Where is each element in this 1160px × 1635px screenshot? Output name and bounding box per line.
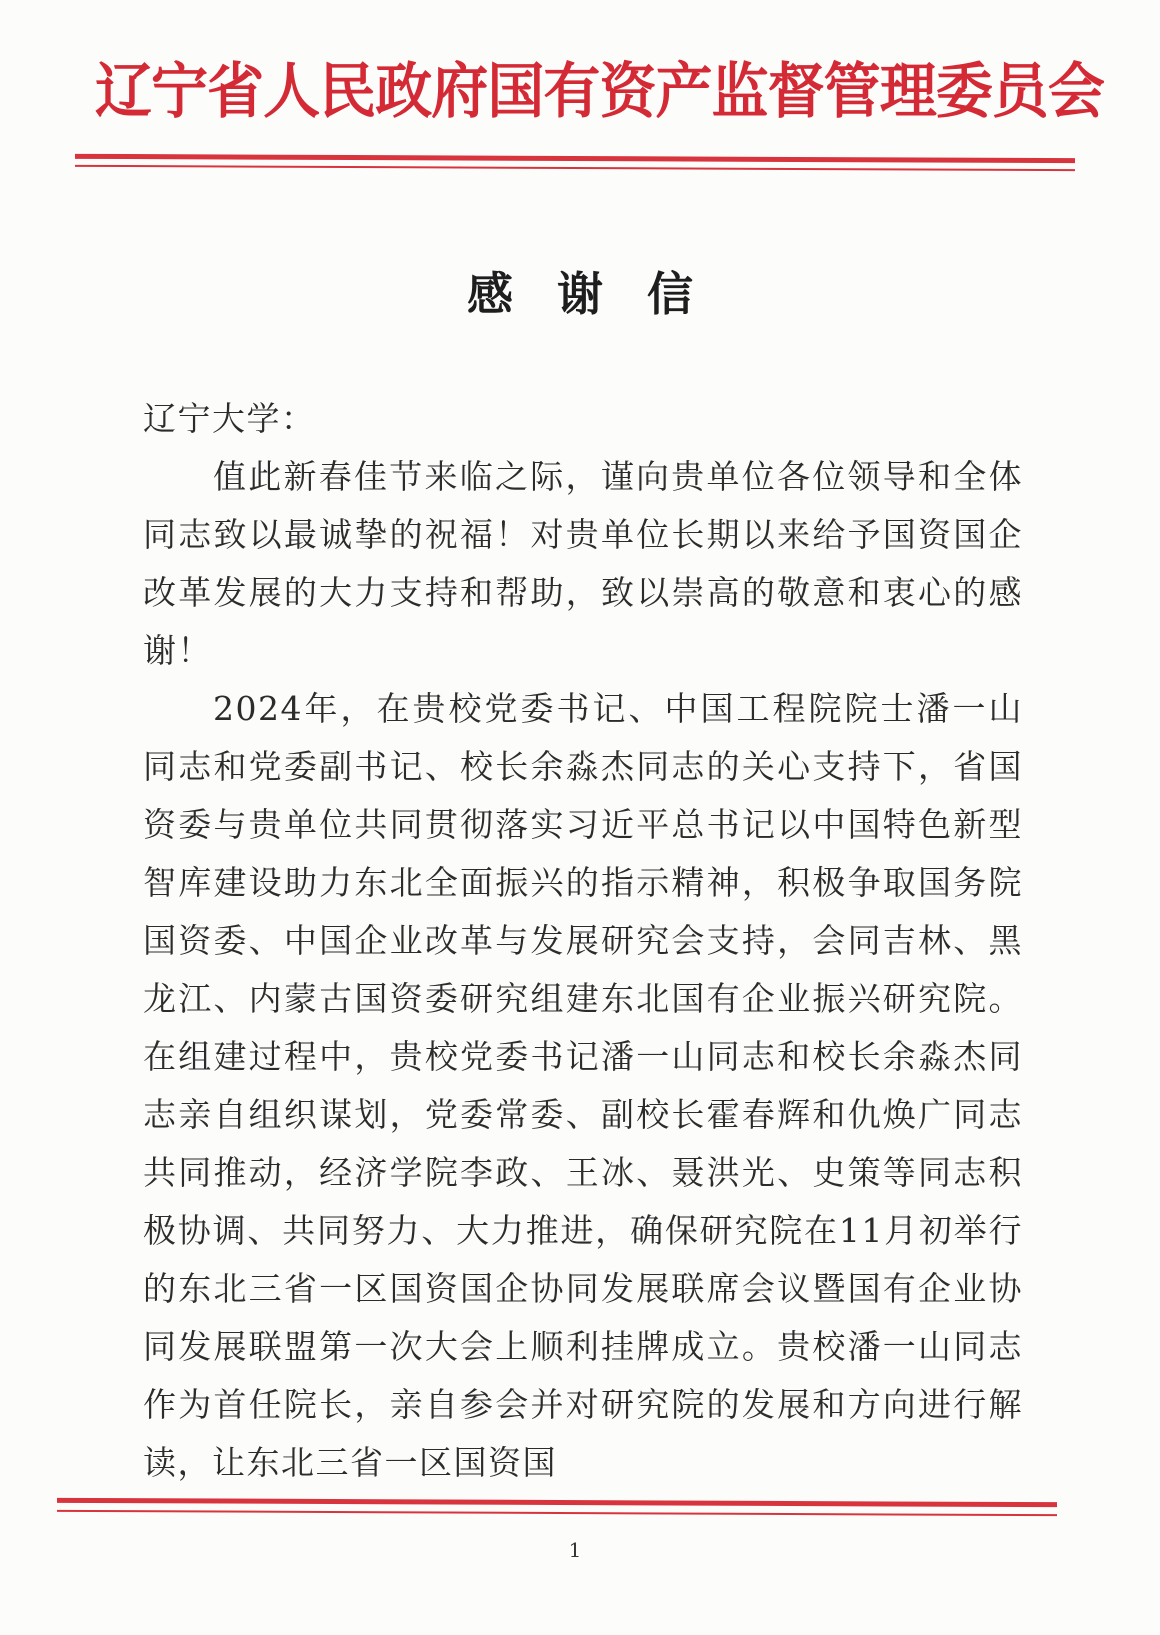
letter-body (143, 390, 1023, 1492)
header-rule-thin (75, 165, 1075, 171)
footer-rule-thick (57, 1498, 1057, 1507)
letterhead-title: 辽宁省人民政府国有资产监督管理委员会 (95, 57, 1104, 127)
footer-rule-thin (57, 1510, 1057, 1516)
paragraph-1: 值此新春佳节来临之际，谨向贵单位各位领导和全体同志致以最诚挚的祝福！对贵单位长期以来给予国资国企改革发展的大力支持和帮助，致以崇高的敬意和衷心的感谢！ (143, 457, 1023, 670)
paragraph-2: 2024年，在贵校党委书记、中国工程院院士潘一山同志和党委副书记、校长余淼杰同志的关心支持下，省国资委与贵单位共同贯彻落实习近平总书记以中国特色新型智库建设助力东北全面振兴的指示精神，积极争取国务院国资委、中国企业改革与发展研究会支持，会同吉林、黑龙江、内蒙古国资委研究组建东北国有企业振兴研究院。在组建过程中，贵校党委书记潘一山同志和校长余淼杰同志亲自组织谋划，党委常委、副校长霍春辉和仇焕广同志共同推动，经济学院李政、王冰、聂洪光、史策等同志积极协调、共同努力、大力推进，确保研究院在11月初举行的东北三省一区国资国企协同发展联席会议暨国有企业协同发展联盟第一次大会上顺利挂牌成立。贵校潘一山同志作为首任院长，亲自参会并对研究院的发展和方向进行解读，让东北三省一区国资国 (143, 689, 1023, 1482)
salutation: 辽宁大学： (143, 399, 316, 438)
page-number: 1 (568, 1538, 582, 1562)
header-rule-thick (75, 154, 1075, 163)
document-title: 感谢信 (467, 267, 737, 321)
